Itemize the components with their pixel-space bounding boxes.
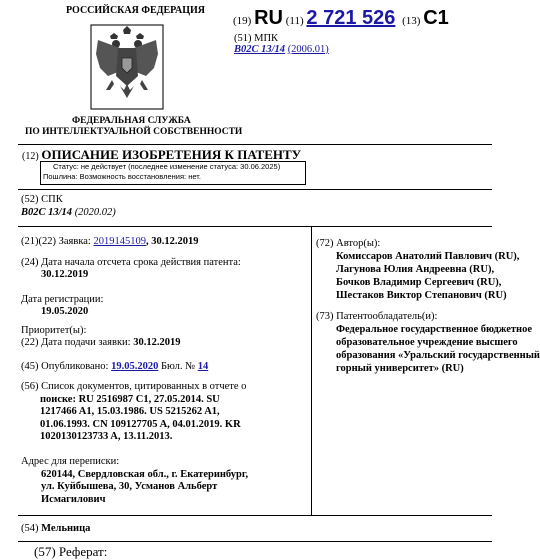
code-13: (13) [402, 15, 421, 27]
author-name: Лагунова Юлия Андреевна (RU), [336, 264, 495, 275]
priority-label: Приоритет(ы): [21, 325, 87, 336]
cited-documents-line: 1020130123733 A, 13.11.2013. [40, 431, 173, 442]
code-72: (72) [316, 238, 334, 249]
agency-name-line1: ФЕДЕРАЛЬНАЯ СЛУЖБА [72, 116, 191, 126]
filing-value: 30.12.2019 [133, 337, 181, 348]
document-title: ОПИСАНИЕ ИЗОБРЕТЕНИЯ К ПАТЕНТУ [41, 147, 302, 162]
code-19: (19) [233, 15, 252, 27]
publication-row [21, 361, 208, 372]
spk-value-row [21, 207, 116, 218]
code-24: (24) [21, 257, 39, 268]
filing-label: Дата подачи заявки: [41, 337, 131, 348]
registration-value: 19.05.2020 [41, 306, 89, 317]
mpk-version: (2006.01) [287, 44, 329, 55]
author-name: Бочков Владимир Сергеевич (RU), [336, 277, 502, 288]
code-51: (51) [234, 33, 252, 44]
author-name: Шестаков Виктор Степанович (RU) [336, 290, 507, 301]
mpk-label-row [234, 33, 278, 44]
code-52: (52) [21, 194, 39, 205]
owner-line: горный университет» (RU) [336, 363, 464, 374]
code-56: (56) [21, 381, 39, 392]
cited-documents-line [21, 381, 246, 394]
registration-label: Дата регистрации: [21, 294, 104, 305]
address-label: Адрес для переписки: [21, 456, 120, 467]
address-line: ул. Куйбышева, 30, Усманов Альберт [41, 481, 218, 492]
spk-label-row [21, 194, 63, 205]
code-57: (57) [34, 544, 56, 559]
kind-code: C1 [423, 7, 449, 29]
invention-row [21, 523, 90, 534]
spk-class: B02C 13/14 [21, 207, 73, 218]
divider-invention-bottom [18, 541, 492, 542]
code-11: (11) [285, 15, 304, 27]
filing-row [21, 337, 180, 348]
divider-invention-top [18, 515, 492, 516]
spk-version: (2020.02) [74, 207, 116, 218]
code-21-22: (21)(22) [21, 236, 56, 247]
abstract-row [34, 544, 107, 560]
cited-documents-text: Список документов, цитированных в отчете о [41, 381, 247, 392]
spk-label: СПК [41, 194, 63, 205]
code-22: (22) [21, 337, 39, 348]
country-code: RU [254, 7, 283, 29]
code-73: (73) [316, 311, 334, 322]
fee-line: Пошлина: Возможность восстановления: нет. [43, 172, 201, 181]
owner-line: образования «Уральский государственный [336, 350, 540, 361]
address-line: 620144, Свердловская обл., г. Екатеринбург, [41, 468, 249, 480]
application-date: , 30.12.2019 [145, 236, 199, 247]
code-12: (12) [22, 151, 39, 162]
patent-id-row [233, 7, 449, 30]
divider-spk-bottom [18, 226, 492, 227]
term-start-label: Дата начала отсчета срока действия патента: [41, 257, 241, 268]
author-name: Комиссаров Анатолий Павлович (RU), [336, 251, 520, 262]
authors-block [316, 237, 519, 302]
mpk-label: МПК [254, 33, 279, 44]
code-54: (54) [21, 523, 39, 534]
double-headed-eagle-icon [90, 24, 164, 110]
address-line: Исмагилович [41, 493, 106, 505]
code-45: (45) [21, 361, 39, 372]
divider-title-top [18, 144, 492, 145]
publication-label: Опубликовано: [41, 361, 109, 372]
application-row [21, 236, 198, 247]
patent-number-link[interactable]: 2 721 526 [306, 7, 396, 29]
owner-label: Патентообладатель(и): [336, 311, 438, 322]
cited-documents-line: поиске: RU 2516987 C1, 27.05.2014. SU [40, 393, 220, 405]
publication-date-link[interactable]: 19.05.2020 [111, 361, 159, 372]
divider-title-bottom [18, 189, 492, 190]
status-box [40, 161, 306, 185]
invention-name: Мельница [41, 523, 91, 534]
correspondence-address [21, 456, 248, 506]
cited-documents-line: 01.06.1993. CN 109127705 A, 04.01.2019. KR [40, 418, 241, 430]
application-label: Заявка: [58, 236, 91, 247]
bulletin-number-link[interactable]: 14 [197, 361, 209, 372]
cited-documents-line: 1217466 A1, 15.03.1986. US 5215262 A1, [40, 406, 220, 417]
term-start-label-row [21, 257, 241, 268]
mpk-class-link[interactable]: B02C 13/14 [234, 44, 286, 55]
agency-name-line2: ПО ИНТЕЛЛЕКТУАЛЬНОЙ СОБСТВЕННОСТИ [25, 127, 243, 137]
country-name: РОССИЙСКАЯ ФЕДЕРАЦИЯ [66, 5, 206, 16]
mpk-class-row [234, 44, 329, 55]
owner-line: образовательное учреждение высшего [336, 337, 518, 348]
owner-block [316, 310, 540, 375]
owner-label-row [316, 310, 540, 323]
bulletin-label: Бюл. № [160, 361, 196, 372]
column-divider [311, 226, 312, 515]
cited-documents [21, 381, 246, 444]
owner-line: Федеральное государственное бюджетное [336, 324, 533, 335]
term-start-value: 30.12.2019 [41, 269, 89, 280]
coat-of-arms-emblem [90, 24, 164, 110]
application-number-link[interactable]: 2019145109 [93, 236, 146, 247]
abstract-label: Реферат: [58, 544, 108, 559]
status-line: Статус: не действует (последнее изменение статуса: 30.06.2025) [53, 162, 281, 171]
authors-label: Автор(ы): [336, 238, 381, 249]
authors-label-row [316, 237, 519, 250]
